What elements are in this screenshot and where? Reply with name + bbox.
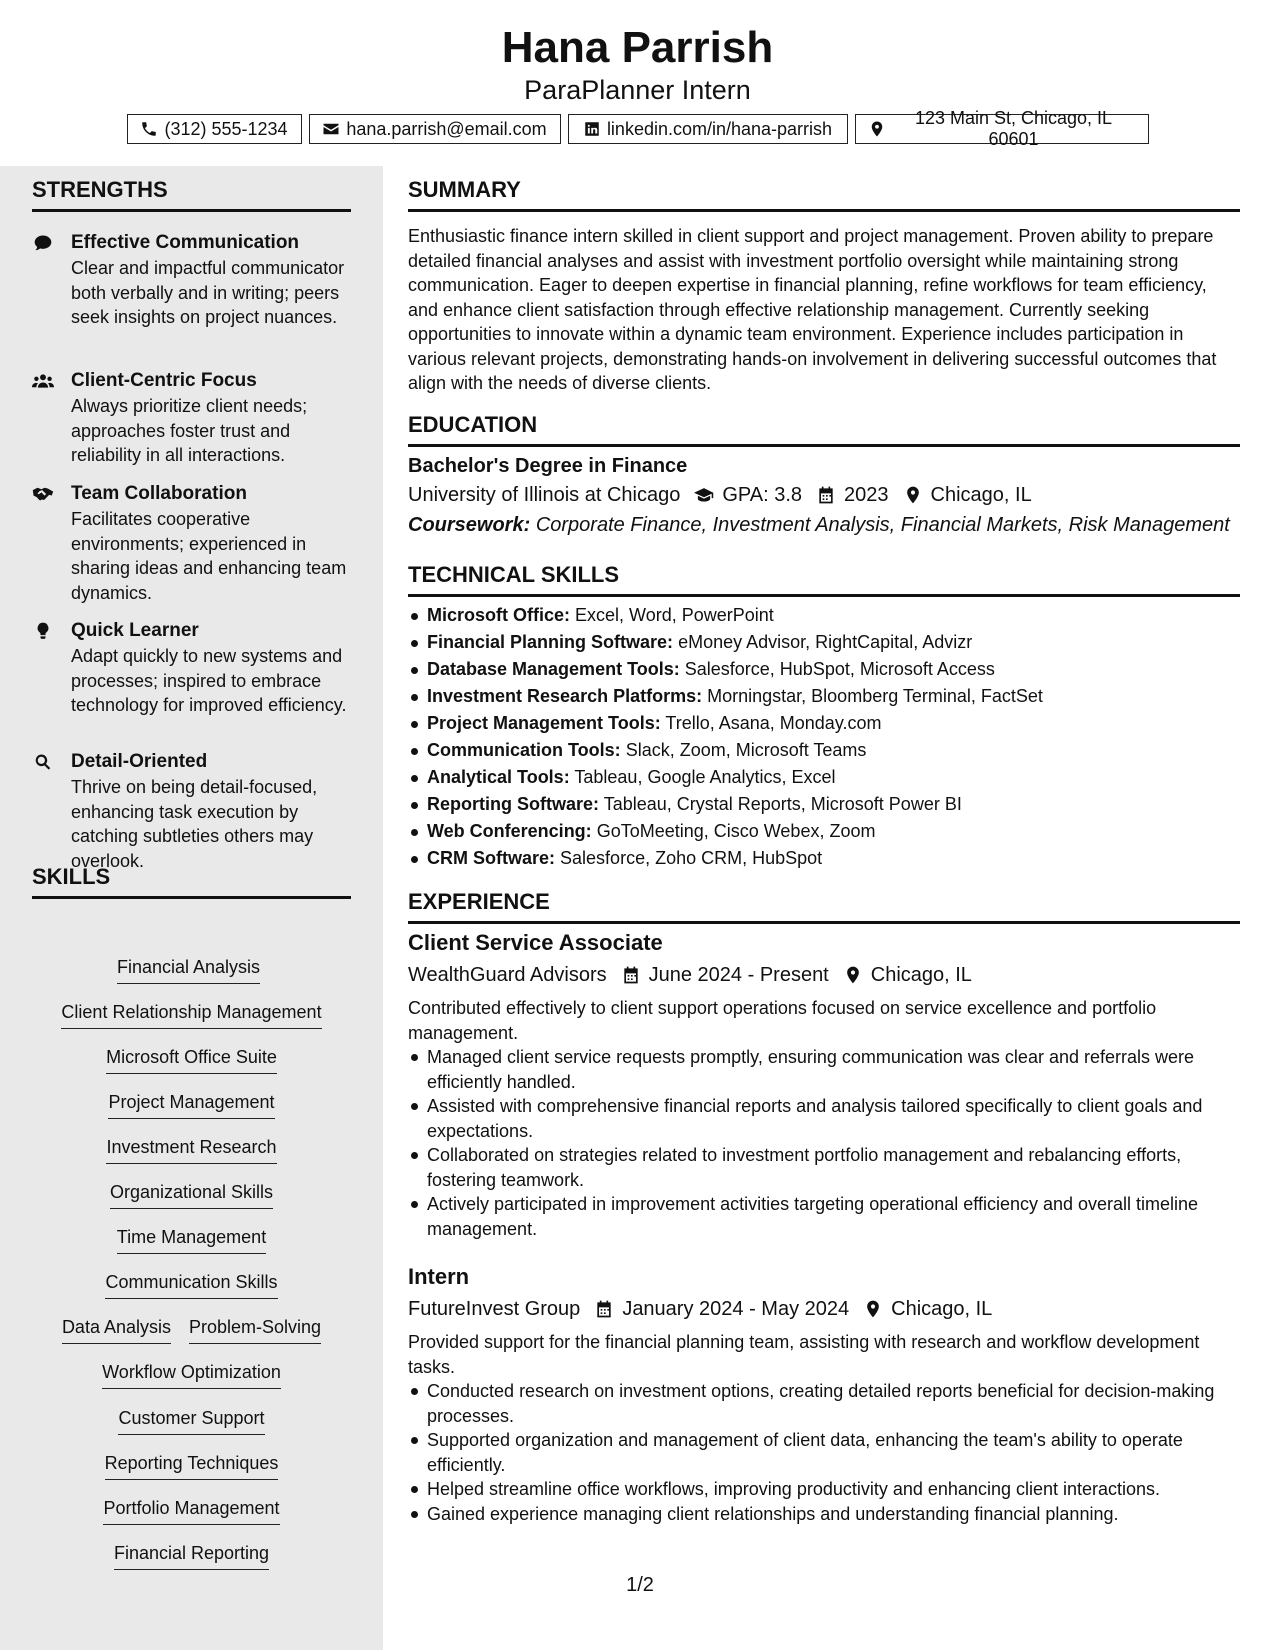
tech-skill-item: Communication Tools: Slack, Zoom, Microsoft Teams (408, 737, 1240, 764)
tech-skill-item: Database Management Tools: Salesforce, HubSpot, Microsoft Access (408, 656, 1240, 683)
job-bullet: Assisted with comprehensive financial reports and analysis tailored specifically to client goals and expectations. (408, 1094, 1240, 1143)
skill-tag: Financial Analysis (117, 954, 260, 984)
technical-skills-heading: TECHNICAL SKILLS (408, 561, 1240, 597)
coursework (408, 511, 1248, 539)
candidate-role: ParaPlanner Intern (524, 75, 751, 105)
school-name: University of Illinois at Chicago (408, 484, 681, 506)
skill-row (32, 1269, 351, 1299)
tech-skill-item: CRM Software: Salesforce, Zoho CRM, HubSpot (408, 845, 1240, 872)
skill-tag: Organizational Skills (110, 1179, 273, 1209)
strength-title: Detail-Oriented (71, 751, 208, 772)
skill-tag: Communication Skills (105, 1269, 277, 1299)
strength-desc: Thrive on being detail-focused, enhancing task execution by catching subtleties others may overlook. (71, 777, 318, 871)
strengths-heading: STRENGTHS (32, 176, 351, 212)
graduation-year: 2023 (844, 484, 889, 506)
contact-bar (0, 108, 1275, 149)
job-bullets (408, 1379, 1240, 1526)
company-name: WealthGuard Advisors (408, 964, 607, 986)
graduation-cap-icon (694, 485, 714, 505)
job-dates: January 2024 - May 2024 (622, 1298, 850, 1320)
job-bullet: Collaborated on strategies related to investment portfolio management and rebalancing efforts, fostering teamwork. (408, 1143, 1240, 1192)
contact-linkedin-text: linkedin.com/in/hana-parrish (606, 118, 833, 139)
map-pin-icon (843, 965, 863, 985)
skill-tag: Client Relationship Management (61, 999, 321, 1029)
education-heading: EDUCATION (408, 411, 1240, 447)
skill-tag: Data Analysis (62, 1314, 171, 1344)
handshake-icon (32, 484, 54, 504)
strength-title: Client-Centric Focus (71, 370, 257, 391)
lightbulb-icon (32, 621, 54, 641)
job-bullet: Helped streamline office workflows, improving productivity and enhancing client interactions. (408, 1477, 1240, 1502)
job-location: Chicago, IL (891, 1298, 993, 1320)
job-summary: Provided support for the financial planning team, assisting with research and workflow development tasks. (408, 1332, 1200, 1377)
skill-row (32, 1359, 351, 1389)
job-bullet: Managed client service requests promptly, ensuring communication was clear and referrals were efficiently handled. (408, 1045, 1240, 1094)
skill-tag: Workflow Optimization (102, 1359, 281, 1389)
skill-tag: Reporting Techniques (105, 1450, 279, 1480)
map-pin-icon (868, 120, 886, 138)
skill-row (32, 1224, 351, 1254)
skill-tag: Investment Research (106, 1134, 276, 1164)
job-bullets (408, 1045, 1240, 1241)
linkedin-icon (583, 120, 601, 138)
job-location: Chicago, IL (870, 964, 972, 986)
skill-row (32, 954, 351, 984)
strength-title: Quick Learner (71, 620, 199, 641)
skills-heading: SKILLS (32, 863, 351, 899)
contact-address (855, 108, 1149, 149)
job-bullet: Supported organization and management of client data, enhancing the team's ability to operate efficiently. (408, 1428, 1240, 1477)
speech-bubble-icon (32, 233, 54, 253)
tech-skill-item: Reporting Software: Tableau, Crystal Reports, Microsoft Power BI (408, 791, 1240, 818)
tech-skill-item: Financial Planning Software: eMoney Advisor, RightCapital, Advizr (408, 629, 1240, 656)
degree-title: Bachelor's Degree in Finance (408, 455, 688, 477)
skill-row (32, 1450, 351, 1480)
skill-tag: Time Management (117, 1224, 266, 1254)
calendar-icon (594, 1299, 614, 1319)
resume-header (0, 0, 1275, 166)
skill-row (32, 1495, 351, 1525)
job-title: Intern (408, 1264, 470, 1289)
job-summary: Contributed effectively to client support operations focused on service excellence and portfolio management. (408, 998, 1157, 1043)
education-meta (408, 481, 1032, 509)
skill-row (32, 1405, 351, 1435)
calendar-icon (621, 965, 641, 985)
contact-phone-text: (312) 555-1234 (164, 118, 288, 139)
job-meta (408, 961, 972, 989)
users-icon (32, 371, 54, 391)
phone-icon (140, 120, 158, 138)
skill-tag: Customer Support (118, 1405, 264, 1435)
skill-tag: Financial Reporting (114, 1540, 269, 1570)
experience-heading: EXPERIENCE (408, 888, 1240, 924)
skill-tag: Microsoft Office Suite (106, 1044, 277, 1074)
page-number: 1/2 (626, 1574, 654, 1596)
skill-row (32, 999, 351, 1029)
skill-tag: Portfolio Management (103, 1495, 279, 1525)
tech-skill-item: Web Conferencing: GoToMeeting, Cisco Webex, Zoom (408, 818, 1240, 845)
skill-row (32, 1179, 351, 1209)
contact-phone[interactable] (127, 114, 302, 144)
technical-skills-list (408, 602, 1240, 872)
contact-email-text: hana.parrish@email.com (346, 118, 547, 139)
skill-row (32, 1089, 351, 1119)
job-bullet: Conducted research on investment options, creating detailed reports beneficial for decision-making processes. (408, 1379, 1240, 1428)
skill-row (32, 1134, 351, 1164)
magnifier-icon (32, 752, 54, 772)
tech-skill-item: Investment Research Platforms: Morningstar, Bloomberg Terminal, FactSet (408, 683, 1240, 710)
summary-heading: SUMMARY (408, 176, 1240, 212)
contact-email[interactable] (309, 114, 561, 144)
tech-skill-item: Analytical Tools: Tableau, Google Analytics, Excel (408, 764, 1240, 791)
gpa: GPA: 3.8 (722, 484, 803, 506)
company-name: FutureInvest Group (408, 1298, 581, 1320)
tech-skill-item: Project Management Tools: Trello, Asana, Monday.com (408, 710, 1240, 737)
coursework-list: Corporate Finance, Investment Analysis, Financial Markets, Risk Management (535, 514, 1230, 536)
calendar-icon (816, 485, 836, 505)
contact-address-text: 123 Main St, Chicago, IL 60601 (914, 108, 1113, 149)
map-pin-icon (903, 485, 923, 505)
job-bullet: Actively participated in improvement activities targeting operational efficiency and overall timeline management. (408, 1192, 1240, 1241)
job-meta (408, 1295, 992, 1323)
strength-desc: Facilitates cooperative environments; experienced in sharing ideas and enhancing team dynamics. (71, 509, 347, 603)
tech-skill-item: Microsoft Office: Excel, Word, PowerPoint (408, 602, 1240, 629)
strength-desc: Clear and impactful communicator both verbally and in writing; peers seek insights on project nuances. (71, 258, 345, 327)
job-dates: June 2024 - Present (648, 964, 829, 986)
strength-desc: Adapt quickly to new systems and processes; inspired to embrace technology for improved efficiency. (71, 646, 347, 715)
job-bullet: Gained experience managing client relationships and understanding financial planning. (408, 1502, 1240, 1527)
school-location: Chicago, IL (930, 484, 1032, 506)
job-title: Client Service Associate (408, 930, 663, 955)
skill-tag: Project Management (108, 1089, 274, 1119)
strength-desc: Always prioritize client needs; approaches foster trust and reliability in all interactions. (71, 396, 308, 465)
skill-row (32, 1314, 351, 1344)
strength-title: Team Collaboration (71, 483, 247, 504)
skill-row (32, 1044, 351, 1074)
sidebar (0, 166, 383, 1650)
coursework-label: Coursework: (408, 514, 531, 536)
summary-text: Enthusiastic finance intern skilled in client support and project management. Proven ability to prepare detailed financial analyses and assist with investment portfolio oversight while maintaining strong communication. Eager to deepen expertise in financial planning, refine workflows for team efficiency, and enhance client satisfaction through effective relationship management. Currently seeking opportunities to innovate within a dynamic team environment. Experience includes participation in various relevant projects, demonstrating hands-on involvement in delivering successful outcomes that align with the needs of diverse clients. (408, 226, 1217, 393)
skill-row (32, 1540, 351, 1570)
envelope-icon (322, 120, 340, 138)
map-pin-icon (863, 1299, 883, 1319)
candidate-name: Hana Parrish (501, 23, 774, 72)
contact-linkedin[interactable] (568, 114, 848, 144)
skill-tag: Problem-Solving (189, 1314, 321, 1344)
strength-title: Effective Communication (71, 232, 300, 253)
